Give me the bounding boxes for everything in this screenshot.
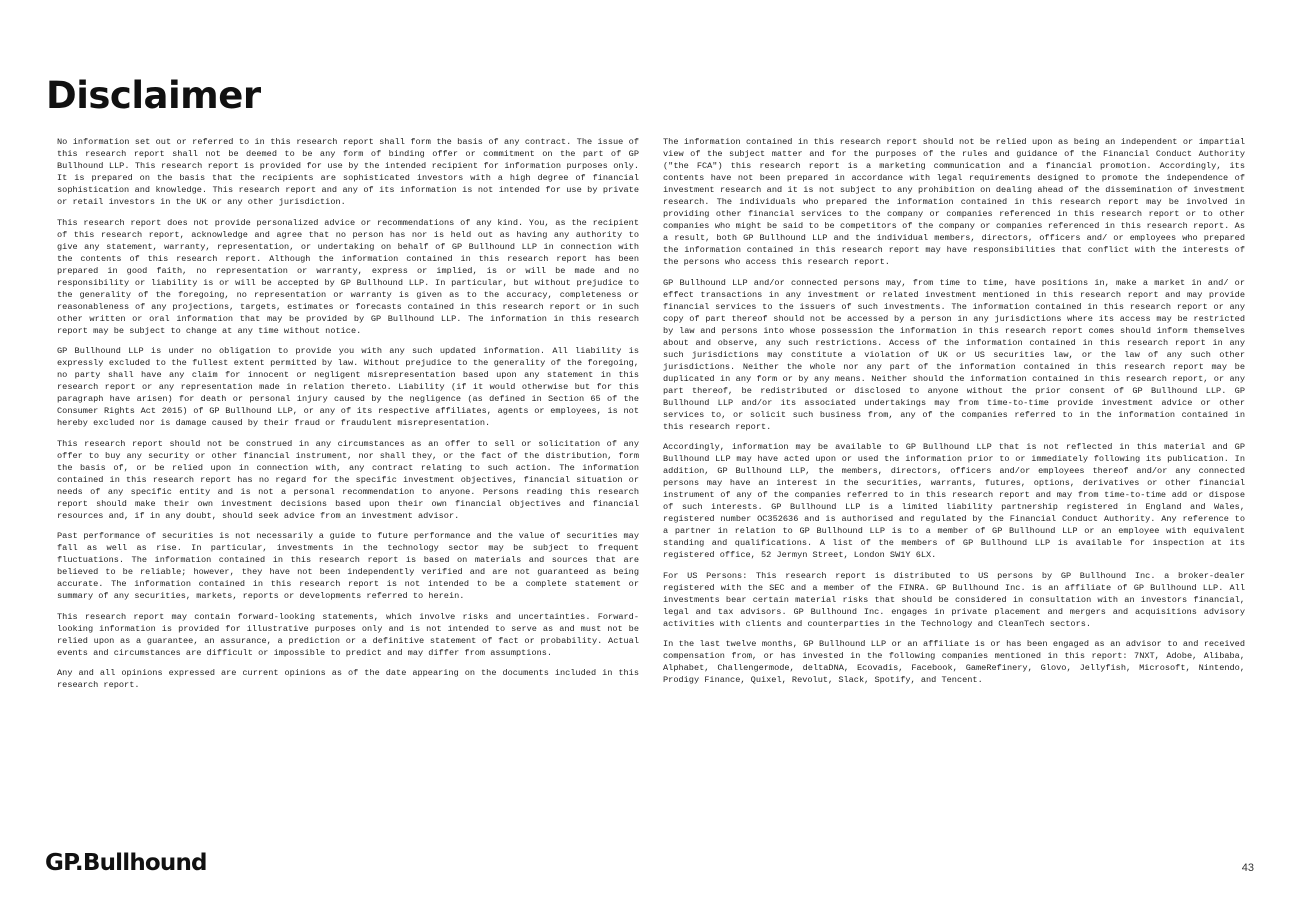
page-number: 43 (1241, 862, 1254, 874)
disclaimer-paragraph: No information set out or referred to in this research report shall form the basis of any contract. The issue of this research report shall not be deemed to be any form of binding offer or commitment on the part of GP Bullhound LLP. This research report is provided for use by the intended recipient for information purposes only. It is prepared on the basis that the recipients are sophisticated investors with a high degree of financial sophistication and knowledge. This research report and any of its information is not intended for use by private or retail investors in the UK or any other jurisdiction. (57, 137, 639, 207)
disclaimer-paragraph: Past performance of securities is not necessarily a guide to future performance and the value of securities may fall as well as rise. In particular, investments in the technology sector may be subject to frequent fluctuations. The information contained in this research report is based on materials and sources that are believed to be reliable; however, they have not been independently verified and are not guaranteed as being accurate. The information contained in this research report is not intended to be a complete statement or summary of any securities, markets, reports or developments referred to herein. (57, 531, 639, 601)
disclaimer-paragraph: The information contained in this research report should not be relied upon as being an independent or impartial view of the subject matter and for the purposes of the rules and guidance of the Financial Conduct Authority ("the FCA") this research report is a marketing communication and a financial promotion. Accordingly, its contents have not been prepared in accordance with legal requirements designed to promote the independence of investment research and it is not subject to any prohibition on dealing ahead of the dissemination of investment research. The individuals who prepared the information contained in this research report may be involved in providing other financial services to the company or companies referenced in this research report or to other companies who might be said to be competitors of the company or companies referenced in this research report. As a result, both GP Bullhound LLP and the individual members, directors, officers and/ or employees who prepared the information contained in this research report may have responsibilities that conflict with the interests of the persons who access this research report. (663, 137, 1245, 267)
disclaimer-paragraph: This research report should not be construed in any circumstances as an offer to sell or solicitation of any offer to buy any security or other financial instrument, nor shall they, or the fact of the distribution, form the basis of, or be relied upon in connection with, any contract relating to such action. The information contained in this research report has no regard for the specific investment objectives, financial situation or needs of any specific entity and is not a personal recommendation to anyone. Persons reading this research report should make their own investment decisions based upon their own financial objectives and financial resources and, if in any doubt, should seek advice from an investment advisor. (57, 438, 639, 521)
disclaimer-paragraph: For US Persons: This research report is distributed to US persons by GP Bullhound Inc. a broker-dealer registered with the SEC and a member of the FINRA. GP Bullhound Inc. is an affiliate of GP Bullhound LLP. All investments bear certain material risks that should be considered in consultation with an investors financial, legal and tax advisors. GP Bullhound Inc. engages in private placement and mergers and acquisitions advisory activities with clients and counterparties in the Technology and CleanTech sectors. (663, 570, 1245, 629)
disclaimer-left-column (57, 136, 639, 700)
page-title: Disclaimer (46, 74, 261, 117)
disclaimer-paragraph: This research report may contain forward-looking statements, which involve risks and uncertainties. Forward-looking information is provided for illustrative purposes only and is not intended to serve as and must not be relied upon as a guarantee, an assurance, a prediction or a definitive statement of fact or probability. Actual events and circumstances are difficult or impossible to predict and may differ from assumptions. (57, 611, 639, 658)
disclaimer-paragraph: GP Bullhound LLP and/or connected persons may, from time to time, have positions in, make a market in and/ or effect transactions in any investment or related investment mentioned in this research report and may provide financial services to the issuers of such investments. The information contained in this research report or any copy of part thereof should not be accessed by a person in any jurisdictions where its access may be restricted by law and persons into whose possession the information in this research report comes should inform themselves about and observe, any such restrictions. Access of the information contained in this research report in any such jurisdictions may constitute a violation of UK or US securities law, or the law of any such other jurisdictions. Neither the whole nor any part of the information contained in this research report may be duplicated in any form or by any means. Neither should the information contained in this research report, or any part thereof, be redistributed or disclosed to anyone without the prior consent of GP Bullhound LLP. GP Bullhound LLP and/or its associated undertakings may from time-to-time provide investment advice or other services to, or solicit such business from, any of the companies referred to in the information contained in this research report. (663, 277, 1245, 432)
disclaimer-paragraph: GP Bullhound LLP is under no obligation to provide you with any such updated information. All liability is expressly excluded to the fullest extent permitted by law. Without prejudice to the generality of the foregoing, no party shall have any claim for innocent or negligent misrepresentation based upon any statement in this research report or any representation made in relation thereto. Liability (if it would otherwise but for this paragraph have arisen) for death or personal injury caused by the negligence (as defined in Section 65 of the Consumer Rights Act 2015) of GP Bullhound LLP, or any of its respective affiliates, agents or employees, is not hereby excluded nor is damage caused by their fraud or fraudulent misrepresentation. (57, 346, 639, 428)
disclaimer-paragraph: Any and all opinions expressed are current opinions as of the date appearing on the documents included in this research report. (57, 668, 639, 690)
disclaimer-paragraph: This research report does not provide personalized advice or recommendations of any kind. You, as the recipient of this research report, acknowledge and agree that no person has nor is held out as having any authority to give any statement, warranty, representation, or undertaking on behalf of GP Bullhound LLP in connection with the contents of this research report. Although the information contained in this research report has been prepared in good faith, no representation or warranty, express or implied, is or will be made and no responsibility or liability is or will be accepted by GP Bullhound LLP. In particular, but without prejudice to the generality of the foregoing, no representation or warranty is given as to the accuracy, completeness or reasonableness of any projections, targets, estimates or forecasts contained in this research report or in such other written or oral information that may be provided by GP Bullhound LLP. The information in this research report may be subject to change at any time without notice. (57, 217, 639, 336)
disclaimer-paragraph: In the last twelve months, GP Bullhound LLP or an affiliate is or has been engaged as an advisor to and received compensation from, or has invested in the following companies mentioned in this report: 7NXT, Adobe, Alibaba, Alphabet, Challengermode, deltaDNA, Ecovadis, Facebook, GameRefinery, Glovo, Jellyfish, Microsoft, Nintendo, Prodigy Finance, Quixel, Revolut, Slack, Spotify, and Tencent. (663, 639, 1245, 685)
gp-bullhound-logo: GP.Bullhound (45, 850, 207, 876)
disclaimer-paragraph: Accordingly, information may be available to GP Bullhound LLP that is not reflected in this material and GP Bullhound LLP may have acted upon or used the information prior to or immediately following its publication. In addition, GP Bullhound LLP, the members, directors, officers and/or employees thereof and/or any connected persons may have an interest in the securities, warrants, futures, options, derivatives or other financial instrument of any of the companies referred to in this research report and may from time-to-time add or dispose of such interests. GP Bullhound LLP is a limited liability partnership registered in England and Wales, registered number OC352636 and is authorised and regulated by the Financial Conduct Authority. Any reference to a partner in relation to GP Bullhound LLP is to a member of GP Bullhound LLP or an employee with equivalent standing and qualifications. A list of the members of GP Bullhound LLP is available for inspection at its registered office, 52 Jermyn Street, London SW1Y 6LX. (663, 442, 1245, 560)
disclaimer-right-column (663, 136, 1245, 695)
